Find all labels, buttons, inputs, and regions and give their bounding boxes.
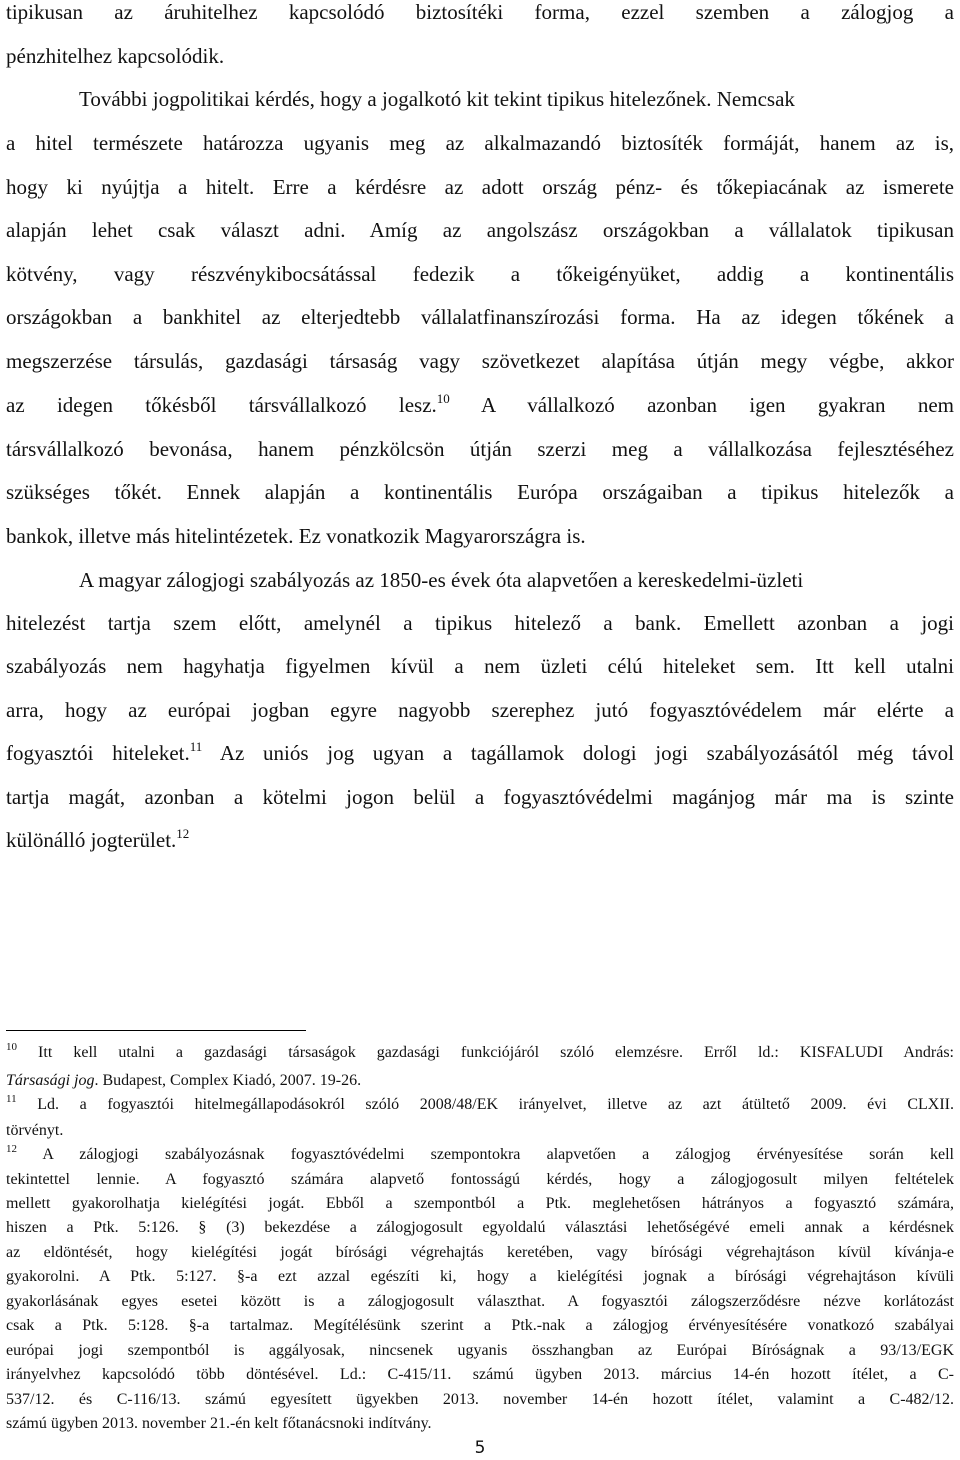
body-line <box>79 87 795 111</box>
footnote-line <box>6 1194 954 1213</box>
footnote-line <box>6 1243 954 1262</box>
body-text-run: országokban a bankhitel az elterjedtebb vállalatfinanszírozási forma. Ha az idegen tőkének a <box>6 305 954 329</box>
body-line <box>6 393 954 417</box>
body-text-run: megszerzése társulás, gazdasági társaság vagy szövetkezet alapítása útján megy végbe, akkor <box>6 349 954 373</box>
book-title: Társasági jog <box>6 1072 95 1089</box>
body-text-run: A vállalkozó azonban igen gyakran nem <box>449 393 954 417</box>
footnote-line <box>6 1071 361 1090</box>
body-text-run: arra, hogy az európai jogban egyre nagyobb szerephez jutó fogyasztóvédelem már elérte a <box>6 698 954 722</box>
body-text-run: a hitel természete határozza ugyanis meg az alkalmazandó biztosíték formáját, hanem az is, <box>6 131 954 155</box>
body-text-run: szabályozás nem hagyhatja figyelmen kívül a nem üzleti célú hiteleket sem. Itt kell utalni <box>6 654 954 678</box>
body-text-run: kötvény, vagy részvénykibocsátással fedezik a tőkeigényüket, addig a kontinentális <box>6 262 954 286</box>
footnote-number: 10 <box>6 1041 17 1053</box>
footnote-text: hiszen a Ptk. 5:126. § (3) bekezdése a zálogjogosult egyoldalú választási lehetőségévé emeli annak a kérdésnek <box>6 1219 954 1236</box>
footnote-text: tekintettel lennie. A fogyasztó számára alapvető fontosságú kérdés, hogy a zálogjogosult milyen feltételek <box>6 1171 954 1188</box>
body-text-run: társvállalkozó bevonása, hanem pénzkölcsön útján szerzi meg a vállalkozása fejlesztéséhez <box>6 437 954 461</box>
body-line <box>79 568 803 592</box>
footnote-reference[interactable]: 12 <box>176 826 190 841</box>
footnote-line <box>6 1267 954 1286</box>
body-line <box>6 654 954 678</box>
footnote-number: 11 <box>6 1093 17 1105</box>
body-line <box>6 131 954 155</box>
body-text-run: További jogpolitikai kérdés, hogy a jogalkotó kit tekint tipikus hitelezőnek. Nemcsak <box>79 87 795 111</box>
page-number: 5 <box>474 1438 486 1458</box>
footnote-text: csak a Ptk. 5:128. §-a tartalmaz. Megítélésünk szerint a Ptk.-nak a zálogjog érvényesítésére vonatkozó szabályai <box>6 1317 954 1334</box>
footnote-text: számú ügyben 2013. november 21.-én kelt főtanácsnoki indítvány. <box>6 1415 432 1432</box>
body-text-run: hogy ki nyújtja a hitelt. Erre a kérdésre az adott ország pénz- és tőkepiacának az ismerete <box>6 175 954 199</box>
body-line <box>6 262 954 286</box>
body-text-run: A magyar zálogjogi szabályozás az 1850-es évek óta alapvetően a kereskedelmi-üzleti <box>79 568 804 592</box>
body-line <box>6 741 954 765</box>
footnote-line <box>6 1316 954 1335</box>
footnote-line <box>6 1390 954 1409</box>
body-text-run: pénzhitelhez kapcsolódik. <box>6 44 225 68</box>
footnote-text: Társasági jog. Budapest, Complex Kiadó, 2007. 19-26. <box>6 1072 362 1089</box>
body-line <box>6 0 954 24</box>
footnote-line <box>6 1043 954 1062</box>
footnote-reference[interactable]: 10 <box>436 391 450 406</box>
body-text-run: szükséges tőkét. Ennek alapján a kontinentális Európa országaiban a tipikus hitelezők a <box>6 480 954 504</box>
body-text-run: az idegen tőkésből társvállalkozó lesz. <box>6 393 437 417</box>
footnote-text: az eldöntését, hogy kielégítési jogát bírósági végrehajtás keretében, vagy bírósági végrehajtáson kívül kívánja-e <box>6 1244 954 1261</box>
body-text-run: különálló jogterület. <box>6 828 177 852</box>
body-line <box>6 175 954 199</box>
body-line <box>6 218 954 242</box>
body-text-run: tartja magát, azonban a kötelmi jogon belül a fogyasztóvédelmi magánjog már ma is szinte <box>6 785 954 809</box>
footnote-number: 12 <box>6 1143 17 1155</box>
footnote-line <box>6 1414 432 1433</box>
footnote-line <box>6 1170 954 1189</box>
footnote-text: Itt kell utalni a gazdasági társaságok gazdasági funkciójáról szóló elemzésre. Erről ld.: KISFALUDI András: <box>17 1044 954 1061</box>
body-text-run: Az uniós jog ugyan a tagállamok dologi jogi szabályozásától még távol <box>202 741 954 765</box>
footnote-text: törvényt. <box>6 1122 64 1139</box>
body-text-run: tipikusan az áruhitelhez kapcsolódó biztosítéki forma, ezzel szemben a zálogjog a <box>6 0 954 24</box>
body-text-run: fogyasztói hiteleket. <box>6 741 190 765</box>
footnote-text: gyakorlásának egyes esetei között is a zálogjogosult választhat. A fogyasztói zálogszerződésre nézve korlátozást <box>6 1293 954 1310</box>
body-line <box>6 44 224 68</box>
body-line <box>6 828 189 852</box>
body-line <box>6 437 954 461</box>
body-line <box>6 524 586 548</box>
footnote-line <box>6 1365 954 1384</box>
body-text-run: bankok, illetve más hitelintézetek. Ez vonatkozik Magyarországra is. <box>6 524 586 548</box>
footnote-line <box>6 1095 954 1114</box>
body-line <box>6 611 954 635</box>
footnote-text: gyakorolni. A Ptk. 5:127. §-a ezt azzal egészíti ki, hogy a kielégítési jognak a bírósági végrehajtáson kívüli <box>6 1268 954 1285</box>
footnote-reference[interactable]: 11 <box>189 739 203 754</box>
footnote-line <box>6 1145 954 1164</box>
body-line <box>6 305 954 329</box>
footnote-line <box>6 1121 63 1140</box>
body-text-run: alapján lehet csak választ adni. Amíg az angolszász országokban a vállalatok tipikusan <box>6 218 954 242</box>
body-line <box>6 698 954 722</box>
body-text-run: hitelezést tartja szem előtt, amelynél a tipikus hitelező a bank. Emellett azonban a jogi <box>6 611 954 635</box>
body-line <box>6 785 954 809</box>
footnote-text: Ld. a fogyasztói hitelmegállapodásokról szóló 2008/48/EK irányelvet, illetve az azt átültető 2009. évi CLXII. <box>16 1096 954 1113</box>
footnote-line <box>6 1218 954 1237</box>
footnote-text: A zálogjogi szabályozásnak fogyasztóvédelmi szempontokra alapvetően a zálogjog érvényesítése során kell <box>17 1146 954 1163</box>
footnote-text: európai jogi szempontból is aggályosak, nincsenek ugyanis összhangban az Európai Bíróságnak a 93/13/EGK <box>6 1342 954 1359</box>
footnote-text: mellett gyakorolhatja kielégítési jogát. Ebből a szempontból a Ptk. meglehetősen hátrányos a fogyasztó számára, <box>6 1195 954 1212</box>
footnote-line <box>6 1341 954 1360</box>
footnote-text: irányelvhez kapcsolódó több döntésével. Ld.: C-415/11. számú ügyben 2013. március 14-én hozott ítélet, a C- <box>6 1366 954 1383</box>
body-line <box>6 349 954 373</box>
body-line <box>6 480 954 504</box>
footnote-text: 537/12. és C-116/13. számú egyesített ügyekben 2013. november 14-én hozott ítélet, valamint a C-482/12. <box>6 1391 954 1408</box>
footnote-separator <box>6 1030 306 1031</box>
footnote-line <box>6 1292 954 1311</box>
